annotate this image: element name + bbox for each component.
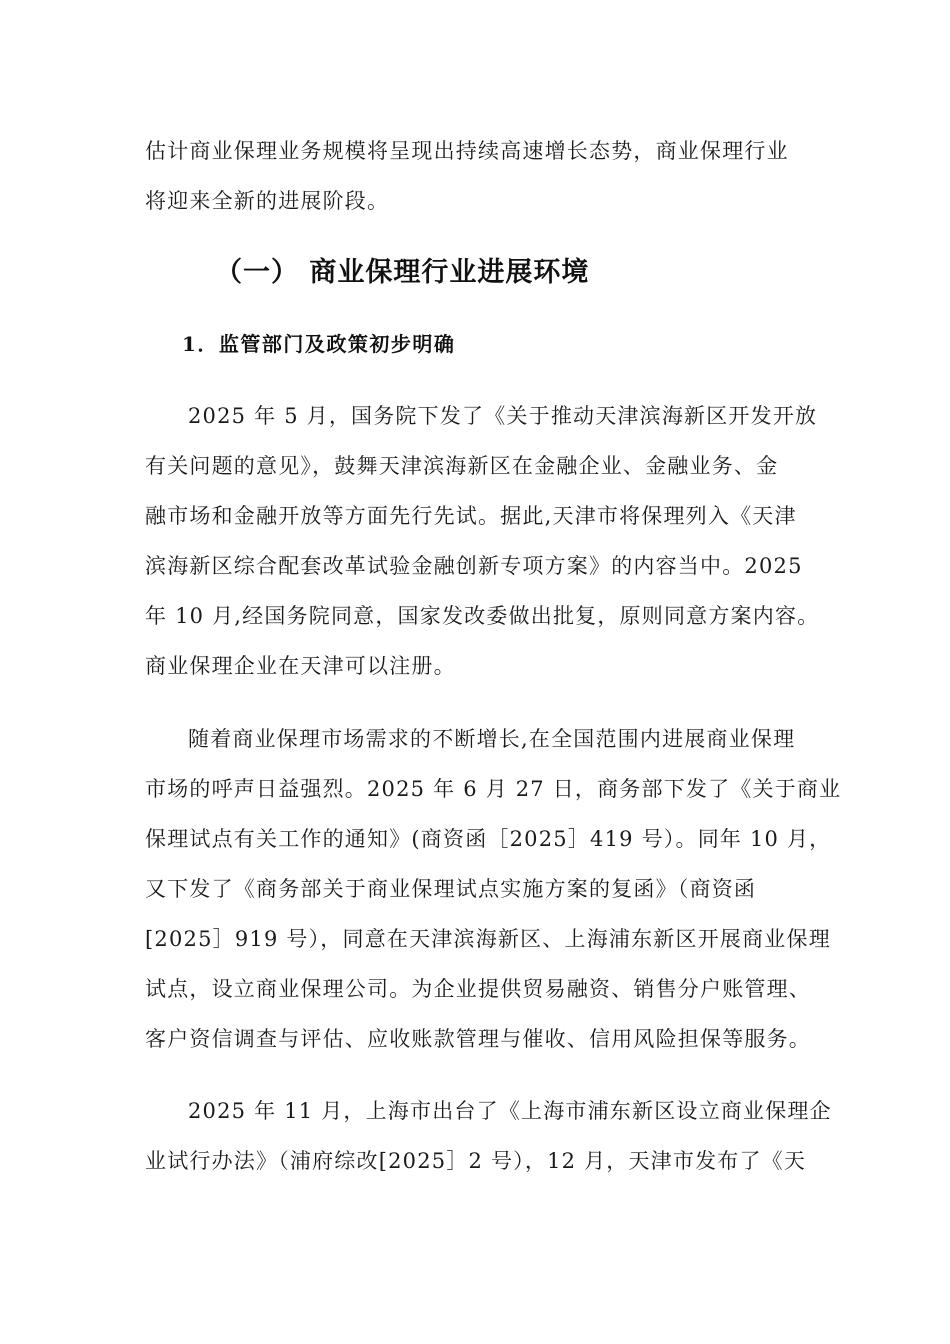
intro-line: 将迎来全新的进展阶段。 xyxy=(145,189,390,213)
paragraph-line: 2025 年 11 月，上海市出台了《上海市浦东新区设立商业保理企 xyxy=(188,1099,832,1123)
paragraph-line: 商业保理企业在天津可以注册。 xyxy=(145,654,456,678)
paragraph-line: 滨海新区综合配套改革试验金融创新专项方案》的内容当中。2025 xyxy=(145,554,803,578)
paragraph-line: 保理试点有关工作的通知》(商资函［2025］419 号）。同年 10 月， xyxy=(145,827,832,851)
paragraph-line: 又下发了《商务部关于商业保理试点实施方案的复函》（商资函 xyxy=(145,877,757,901)
paragraph-line: [2025］919 号），同意在天津滨海新区、上海浦东新区开展商业保理 xyxy=(145,927,831,951)
sub-heading: 1．监管部门及政策初步明确 xyxy=(182,332,456,356)
paragraph-line: 试点，设立商业保理公司。为企业提供贸易融资、销售分户账管理、 xyxy=(145,977,811,1001)
paragraph-line: 随着商业保理市场需求的不断增长,在全国范围内进展商业保理 xyxy=(188,727,796,751)
paragraph-line: 年 10 月,经国务院同意，国家发改委做出批复，原则同意方案内容。 xyxy=(145,604,820,628)
section-heading: （一） 商业保理行业进展环境 xyxy=(215,257,590,288)
paragraph-line: 业试行办法》（浦府综改[2025］2 号），12 月，天津市发布了《天 xyxy=(145,1149,807,1173)
paragraph-line: 2025 年 5 月，国务院下发了《关于推动天津滨海新区开发开放 xyxy=(188,404,818,428)
paragraph-line: 融市场和金融开放等方面先行先试。据此,天津市将保理列入《天津 xyxy=(145,504,797,528)
paragraph-line: 有关问题的意见》，鼓舞天津滨海新区在金融企业、金融业务、金 xyxy=(145,454,779,478)
paragraph-line: 市场的呼声日益强烈。2025 年 6 月 27 日，商务部下发了《关于商业 xyxy=(145,777,842,801)
intro-line: 估计商业保理业务规模将呈现出持续高速增长态势，商业保理行业 xyxy=(145,139,789,163)
paragraph-line: 客户资信调查与评估、应收账款管理与催收、信用风险担保等服务。 xyxy=(145,1027,811,1051)
